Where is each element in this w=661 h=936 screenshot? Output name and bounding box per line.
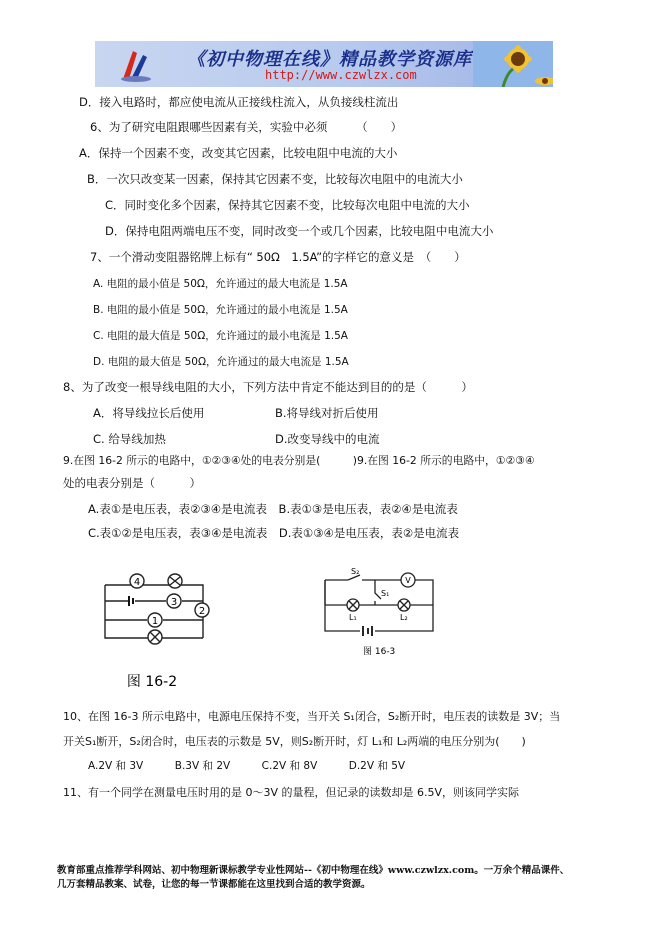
lamp-l1-label: L₁ [349,613,357,622]
q11-stem: 11、有一个同学在测量电压时用的是 0～3V 的量程，但记录的读数却是 6.5V，则该同学实际 [63,786,520,799]
q9-options-ab: A.表①是电压表，表②③④是电流表 B.表①③是电压表，表②④是电流表 [88,502,458,516]
q10-stem-line1: 10、在图 16-3 所示电路中，电源电压保持不变，当开关 S₁闭合，S₂断开时，电压表的读数是 3V；当 [63,710,561,723]
meter-4-label: 4 [133,577,141,588]
meter-2-label: 2 [198,606,206,617]
q7-option-c: C. 电阻的最大值是 50Ω，允许通过的最小电流是 1.5A [93,330,348,342]
switch-s1-label: S₁ [381,589,390,598]
q9-stem-line1: 9.在图 16-2 所示的电路中，①②③④处的电表分别是( )9.在图 16-2 所示的电路中，①②③④ [63,454,535,467]
q6-option-b: B．一次只改变某一因素，保持其它因素不变，比较每次电阻中的电流大小 [87,172,463,186]
lamp-l2-label: L₂ [400,613,408,622]
q6-option-c: C．同时变化多个因素，保持其它因素不变，比较每次电阻中电流的大小 [105,198,470,212]
figure-16-3-caption: 图 16-3 [363,647,396,657]
footer-line-2: 几万套精品教案、试卷，让您的每一节课都能在这里找到合适的教学资源。 [57,879,371,890]
meter-3-label: 3 [170,597,178,608]
banner-title: 《初中物理在线》精品教学资源库 [187,49,472,70]
sunflower-icon [473,41,553,87]
circuit-diagram-16-3 [315,565,445,660]
q8-stem: 8、为了改变一根导线电阻的大小，下列方法中肯定不能达到目的的是（ ） [63,380,473,394]
figure-16-2-caption: 图 16-2 [126,674,178,690]
banner-url[interactable]: http://www.czwlzx.com [265,68,417,82]
q6-option-a: A．保持一个因素不变，改变其它因素，比较电阻中电流的大小 [79,146,398,160]
q10-options: A.2V 和 3V B.3V 和 2V C.2V 和 8V D.2V 和 5V [88,760,406,772]
header-banner [95,41,553,87]
q6-option-d: D．保持电阻两端电压不变，同时改变一个或几个因素，比较电阻中电流大小 [105,224,494,238]
q5-option-d: D．接入电路时，都应使电流从正接线柱流入，从负接线柱流出 [79,95,399,109]
site-logo-icon [119,45,153,83]
q10-stem-line2: 开关S₁断开，S₂闭合时，电压表的示数是 5V，则S₂断开时，灯 L₁和 L₂两端的电压分别为( ) [63,735,526,748]
switch-s2-label: S₂ [351,567,360,576]
circuit-diagram-16-2 [100,570,220,690]
footer-line-1: 教育部重点推荐学科网站、初中物理新课标教学专业性网站--《初中物理在线》www.czwlzx.com。一万余个精品课件、 [57,865,570,876]
q8-option-c: C. 给导线加热 [93,432,166,446]
q6-stem: 6、为了研究电阻跟哪些因素有关，实验中必须 （ ） [90,120,403,134]
q8-option-b: B.将导线对折后使用 [275,406,379,420]
q9-stem-line2: 处的电表分别是（ ） [63,476,201,490]
q8-option-a: A．将导线拉长后使用 [93,406,205,420]
q7-option-a: A. 电阻的最小值是 50Ω，允许通过的最大电流是 1.5A [93,278,348,290]
q8-option-d: D.改变导线中的电流 [275,432,380,446]
q9-options-cd: C.表①②是电压表，表③④是电流表 D.表①③④是电压表，表②是电流表 [88,526,460,540]
q7-option-d: D. 电阻的最大值是 50Ω，允许通过的最大电流是 1.5A [93,356,349,368]
voltmeter-label: V [405,576,411,585]
q7-option-b: B. 电阻的最小值是 50Ω，允许通过的最小电流是 1.5A [93,304,348,316]
q7-stem: 7、一个滑动变阻器铭牌上标有“ 50Ω 1.5A”的字样它的意义是 （ ） [90,250,466,264]
meter-1-label: 1 [151,616,159,627]
